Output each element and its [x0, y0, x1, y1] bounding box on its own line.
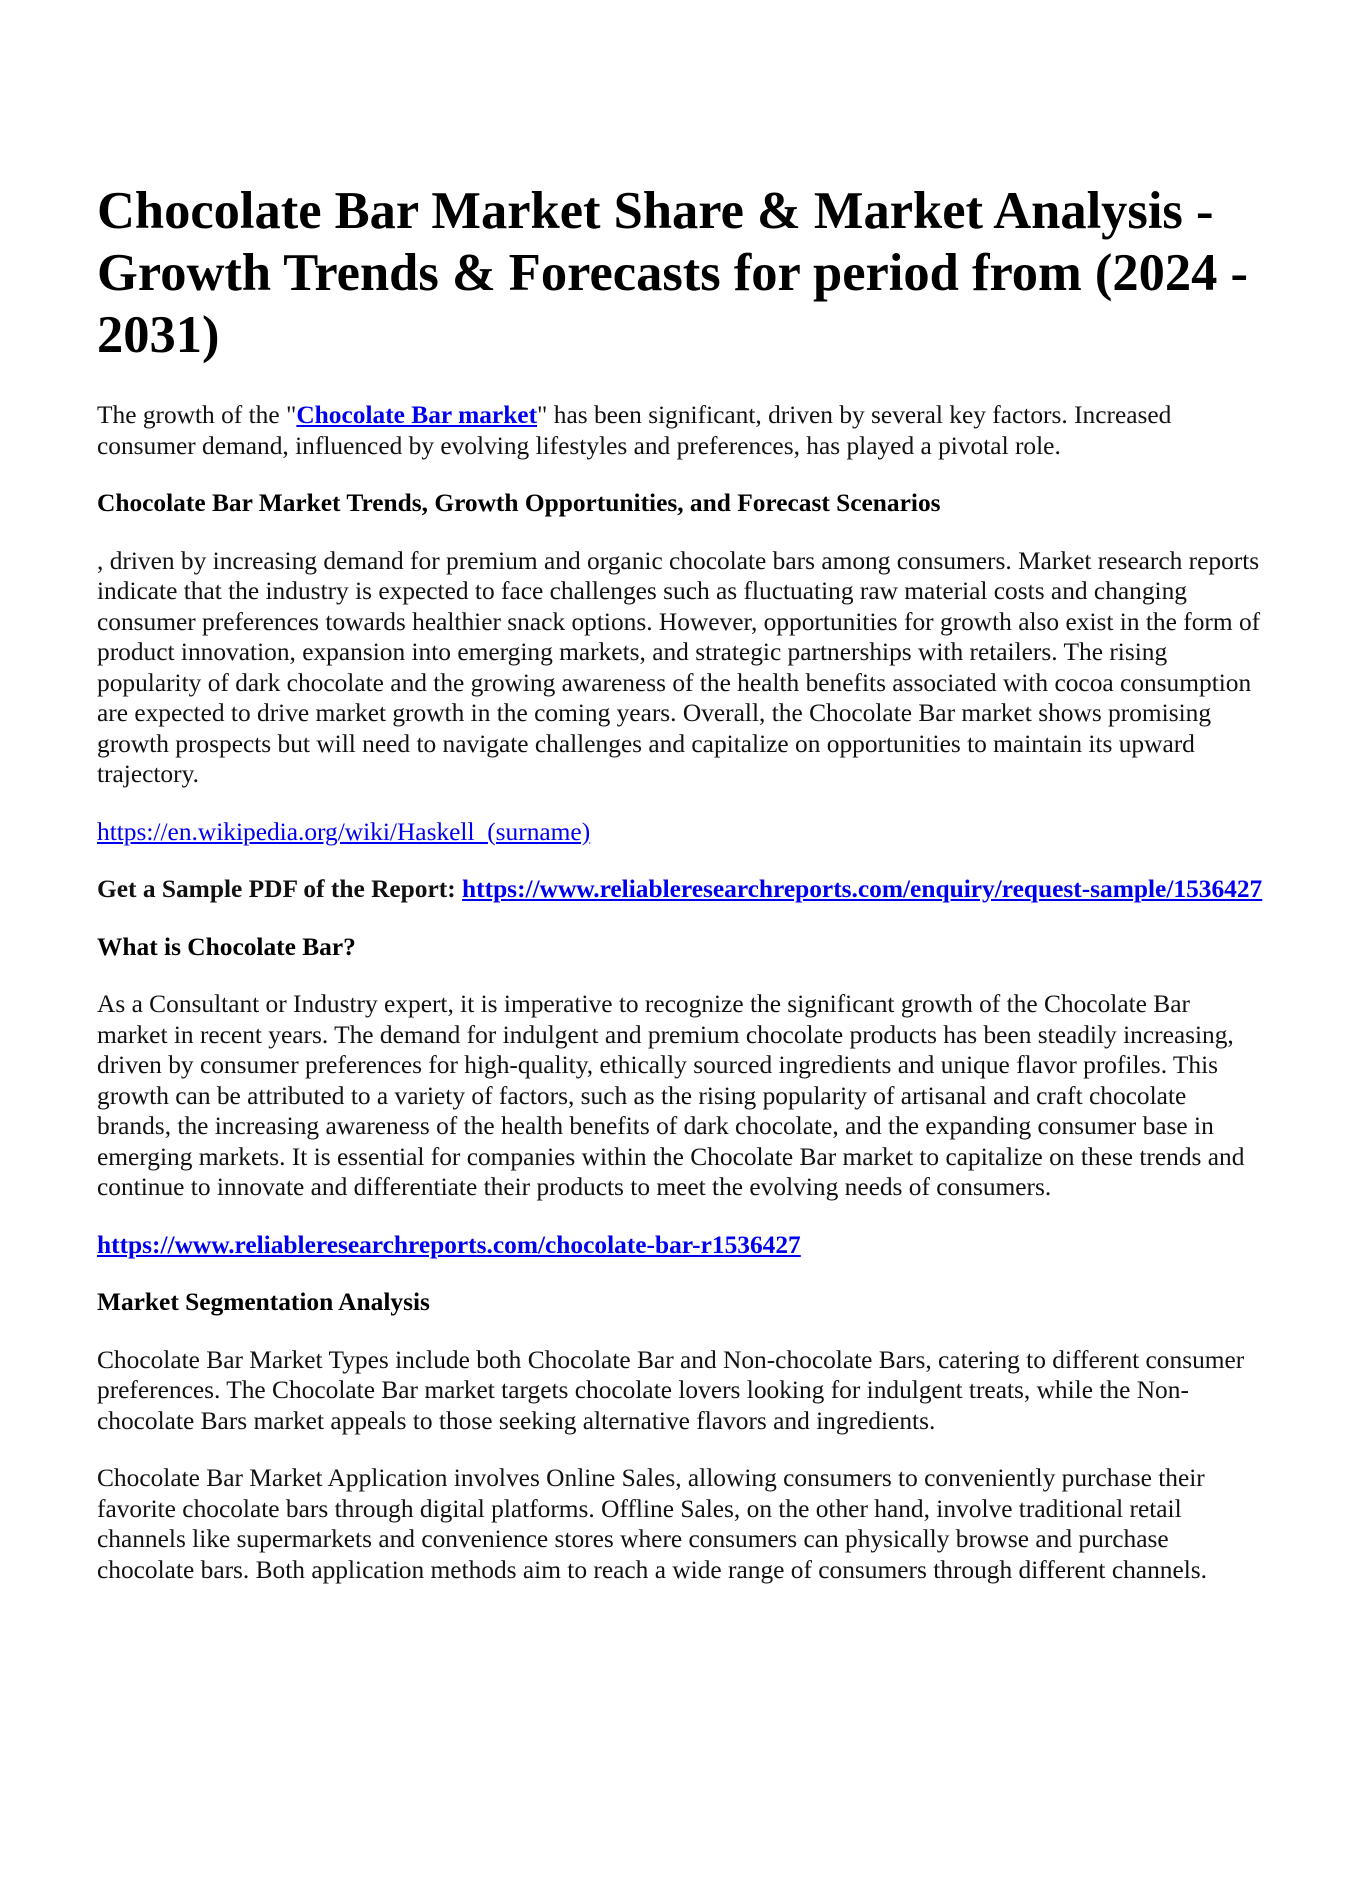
chocolate-bar-market-link[interactable]: Chocolate Bar market — [296, 401, 538, 429]
wikipedia-link[interactable]: https://en.wikipedia.org/wiki/Haskell_(surname) — [97, 817, 591, 846]
application-paragraph: Chocolate Bar Market Application involves Online Sales, allowing consumers to conveniently purchase their favorite chocolate bars through digital platforms. Offline Sales, on the other hand, involve traditional retail channels like supermarkets and convenience stores where consumers can physically browse and purchase chocolate bars. Both application methods aim to reach a wide range of consumers through different channels. — [97, 1464, 1208, 1584]
intro-text-after: " has been significant, driven by several key factors. Increased consumer demand, influenced by evolving lifestyles and preferences, has played a pivotal role. — [97, 401, 1172, 460]
intro-text-before: The growth of the " — [97, 401, 297, 429]
types-paragraph: Chocolate Bar Market Types include both Chocolate Bar and Non-chocolate Bars, catering to different consumer preferences. The Chocolate Bar market targets chocolate lovers looking for indulgent treats, while the Non-chocolate Bars market appeals to those seeking alternative flavors and ingredients. — [97, 1345, 1245, 1435]
trends-heading: Chocolate Bar Market Trends, Growth Opportunities, and Forecast Scenarios — [97, 489, 941, 517]
report-link[interactable]: https://www.reliableresearchreports.com/chocolate-bar-r1536427 — [97, 1230, 801, 1259]
report-link-paragraph — [97, 1230, 1265, 1261]
what-is-heading: What is Chocolate Bar? — [97, 932, 356, 961]
sample-pdf-label: Get a Sample PDF of the Report: — [97, 875, 463, 903]
segmentation-heading: Market Segmentation Analysis — [97, 1288, 430, 1316]
sample-pdf-link[interactable]: https://www.reliableresearchreports.com/enquiry/request-sample/1536427 — [462, 875, 1263, 903]
wiki-link-paragraph — [97, 817, 1265, 848]
intro-paragraph — [97, 400, 1265, 461]
trends-paragraph: , driven by increasing demand for premium and organic chocolate bars among consumers. Market research reports indicate that the industry is expected to face challenges such as fluctuating raw material costs and changing consumer preferences towards healthier snack options. However, opportunities for growth also exist in the form of product innovation, expansion into emerging markets, and strategic partnerships with retailers. The rising popularity of dark chocolate and the growing awareness of the health benefits associated with cocoa consumption are expected to drive market growth in the coming years. Overall, the Chocolate Bar market shows promising growth prospects but will need to navigate challenges and capitalize on opportunities to maintain its upward trajectory. — [97, 546, 1261, 788]
sample-pdf-paragraph — [97, 874, 1265, 905]
what-is-paragraph: As a Consultant or Industry expert, it is imperative to recognize the significant growth of the Chocolate Bar market in recent years. The demand for indulgent and premium chocolate products has been steadily increasing, driven by consumer preferences for high-quality, ethically sourced ingredients and unique flavor profiles. This growth can be attributed to a variety of factors, such as the rising popularity of artisanal and craft chocolate brands, the increasing awareness of the health benefits of dark chocolate, and the expanding consumer base in emerging markets. It is essential for companies within the Chocolate Bar market to capitalize on these trends and continue to innovate and differentiate their products to meet the evolving needs of consumers. — [97, 990, 1245, 1201]
document-page — [97, 180, 1265, 1612]
page-title: Chocolate Bar Market Share & Market Analysis - Growth Trends & Forecasts for period from (2024 - 2031) — [97, 182, 1249, 364]
